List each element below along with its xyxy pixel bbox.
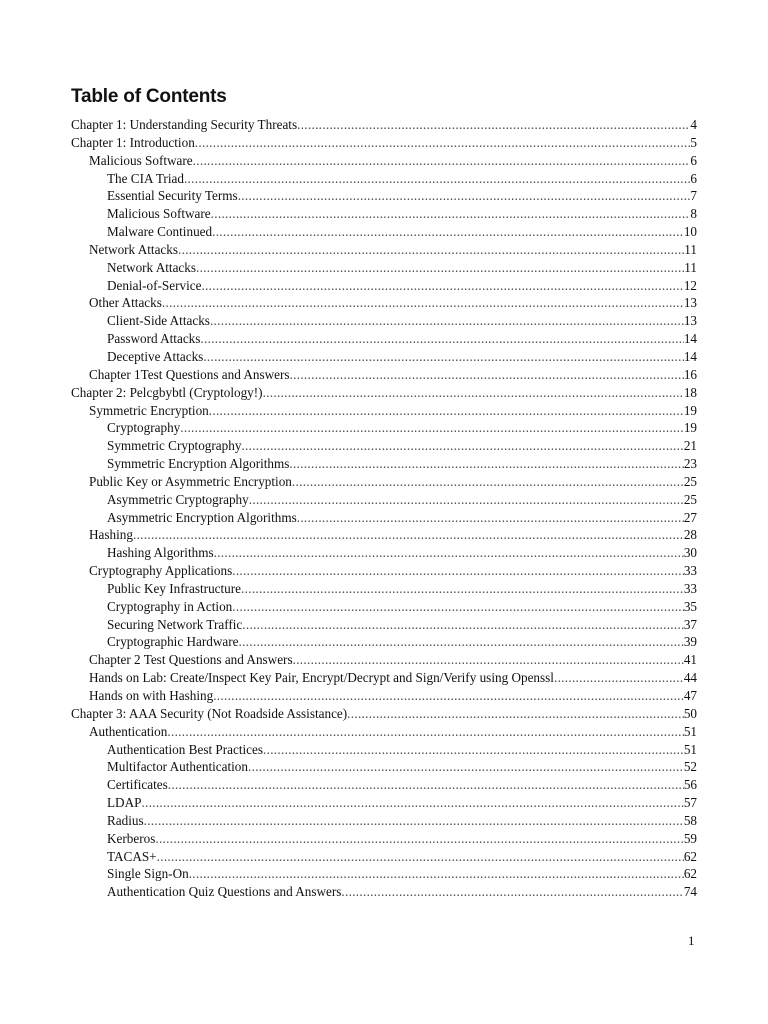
dot-leader	[133, 526, 684, 544]
toc-entry-page: 47	[683, 688, 697, 703]
dot-leader	[289, 455, 683, 473]
toc-entry[interactable]	[71, 491, 697, 509]
toc-entry[interactable]	[71, 883, 697, 901]
toc-entry-page: 6	[690, 152, 697, 168]
toc-entry-title: Network Attacks	[107, 259, 196, 275]
toc-entry-title: Hashing Algorithms	[107, 545, 214, 561]
toc-entry-title: Essential Security Terms	[107, 188, 238, 204]
toc-entry-title: Chapter 1: Understanding Security Threats	[71, 117, 298, 132]
toc-entry[interactable]	[71, 776, 697, 794]
toc-entry-title: Kerberos	[107, 830, 156, 846]
toc-entry-title: Cryptography Applications	[89, 563, 233, 579]
dot-leader	[168, 776, 684, 794]
toc-entry-title: TACAS+	[107, 848, 157, 864]
dot-leader	[238, 187, 691, 205]
toc-entry-page: 25	[683, 491, 697, 507]
toc-entry[interactable]	[71, 312, 697, 330]
toc-entry-title: Client-Side Attacks	[107, 313, 210, 329]
dot-leader	[238, 633, 683, 651]
toc-entry-page: 13	[683, 295, 697, 311]
toc-entry-page: 27	[683, 509, 697, 525]
toc-entry[interactable]	[71, 205, 697, 223]
toc-entry-title: Deceptive Attacks	[107, 348, 204, 364]
toc-entry-title: Chapter 2: Pelcgbybtl (Cryptology!)	[71, 384, 263, 400]
toc-entry-title: Other Attacks	[89, 295, 162, 311]
toc-entry-page: 57	[683, 795, 697, 811]
dot-leader	[141, 794, 683, 812]
toc-entry-title: Public Key Infrastructure	[107, 580, 242, 596]
toc-entry[interactable]	[71, 651, 697, 669]
dot-leader	[203, 348, 684, 366]
toc-entry[interactable]	[71, 509, 697, 527]
toc-entry-title: Authentication	[89, 723, 168, 739]
toc-entry-page: 39	[683, 634, 697, 650]
toc-entry-page: 4	[690, 117, 697, 132]
dot-leader	[155, 830, 683, 848]
toc-entry[interactable]	[71, 277, 697, 295]
dot-leader	[290, 366, 684, 384]
toc-entry-title: Malicious Software	[107, 206, 211, 222]
toc-entry-title: Radius	[107, 812, 144, 828]
dot-leader	[157, 848, 684, 866]
toc-entry[interactable]	[71, 562, 697, 580]
dot-leader	[241, 580, 684, 598]
dot-leader	[232, 598, 684, 616]
dot-leader	[211, 205, 691, 223]
toc-entry[interactable]	[71, 544, 697, 562]
toc-entry-title: Chapter 1Test Questions and Answers	[89, 366, 290, 382]
toc-entry-title: Denial-of-Service	[107, 277, 202, 293]
toc-entry-page: 12	[683, 277, 697, 293]
toc-entry-title: Single Sign-On	[107, 866, 189, 882]
toc-entry-page: 37	[683, 616, 697, 632]
toc-entry[interactable]	[71, 669, 697, 687]
toc-entry-page: 10	[683, 224, 697, 240]
toc-entry[interactable]	[71, 526, 697, 544]
toc-entry-title: Multifactor Authentication	[107, 759, 248, 775]
dot-leader	[263, 741, 684, 759]
toc-entry-title: Securing Network Traffic	[107, 616, 243, 632]
toc-entry-title: Authentication Quiz Questions and Answers	[107, 884, 342, 900]
toc-entry-page: 33	[683, 563, 697, 579]
dot-leader	[341, 883, 683, 901]
dot-leader	[554, 669, 684, 687]
toc-entry-page: 21	[683, 438, 697, 454]
toc-entry[interactable]	[71, 437, 697, 455]
toc-entry[interactable]	[71, 294, 697, 312]
toc-entry-title: Password Attacks	[107, 331, 201, 347]
toc-entry-page: 14	[683, 331, 697, 347]
document-page	[71, 86, 697, 901]
toc-entry-page: 33	[683, 580, 697, 596]
toc-entry-page: 11	[684, 259, 697, 275]
toc-entry-page: 74	[683, 884, 697, 900]
toc-entry[interactable]	[71, 473, 697, 491]
dot-leader	[241, 437, 683, 455]
dot-leader	[242, 616, 684, 634]
toc-entry[interactable]	[71, 616, 697, 634]
toc-entry-title: Cryptography	[107, 420, 181, 436]
toc-entry-page: 52	[683, 759, 697, 775]
toc-entry-page: 59	[683, 830, 697, 846]
page-title: Table of Contents	[71, 86, 227, 107]
toc-entry-title: Asymmetric Cryptography	[107, 491, 249, 507]
toc-entry-page: 35	[683, 598, 697, 614]
toc-entry-page: 6	[690, 170, 697, 186]
toc-entry[interactable]	[71, 384, 697, 402]
toc-entry-page: 8	[690, 206, 697, 222]
toc-entry[interactable]	[71, 580, 697, 598]
dot-leader	[263, 384, 684, 402]
dot-leader	[144, 812, 684, 830]
dot-leader	[196, 259, 684, 277]
toc-entry-title: Public Key or Asymmetric Encryption	[89, 473, 292, 489]
toc-entry-title: Chapter 3: AAA Security (Not Roadside Assistance)	[71, 705, 348, 721]
toc-entry-title: Hands on Lab: Create/Inspect Key Pair, Encrypt/Decrypt and Sign/Verify using Openssl	[89, 670, 554, 686]
toc-entry-title: Symmetric Cryptography	[107, 438, 242, 454]
toc-entry[interactable]	[71, 633, 697, 651]
toc-entry-page: 19	[683, 420, 697, 436]
toc-entry[interactable]	[71, 794, 697, 812]
toc-entry[interactable]	[71, 598, 697, 616]
dot-leader	[347, 705, 684, 723]
toc-entry-page: 23	[683, 456, 697, 472]
toc-list	[71, 116, 697, 901]
dot-leader	[210, 312, 684, 330]
dot-leader	[292, 473, 684, 491]
toc-entry[interactable]	[71, 402, 697, 420]
dot-leader	[201, 277, 683, 295]
dot-leader	[193, 152, 691, 170]
toc-entry-page: 13	[683, 313, 697, 329]
dot-leader	[297, 116, 690, 134]
dot-leader	[232, 562, 684, 580]
dot-leader	[189, 865, 684, 883]
dot-leader	[195, 134, 691, 152]
toc-entry-title: Symmetric Encryption	[89, 402, 209, 418]
toc-entry-title: The CIA Triad	[107, 170, 184, 186]
toc-entry-page: 18	[683, 384, 697, 400]
toc-entry[interactable]	[71, 848, 697, 866]
toc-entry[interactable]	[71, 723, 697, 741]
toc-entry-page: 19	[683, 402, 697, 418]
dot-leader	[167, 723, 683, 741]
toc-entry-title: Asymmetric Encryption Algorithms	[107, 509, 297, 525]
toc-entry[interactable]	[71, 223, 697, 241]
toc-entry-page: 11	[684, 241, 697, 257]
toc-entry-page: 25	[683, 473, 697, 489]
toc-entry[interactable]	[71, 241, 697, 259]
toc-entry[interactable]	[71, 865, 697, 883]
toc-entry-title: Symmetric Encryption Algorithms	[107, 456, 290, 472]
toc-entry-title: Malware Continued	[107, 224, 213, 240]
toc-entry-title: Authentication Best Practices	[107, 741, 264, 757]
toc-entry-page: 41	[683, 652, 697, 668]
toc-entry-page: 7	[690, 188, 697, 204]
toc-entry[interactable]	[71, 687, 697, 705]
toc-entry-title: Cryptography in Action	[107, 598, 233, 614]
toc-entry-page: 58	[683, 812, 697, 828]
page-number: 1	[688, 933, 695, 948]
toc-entry[interactable]	[71, 366, 697, 384]
toc-entry-title: Cryptographic Hardware	[107, 634, 239, 650]
toc-entry-page: 14	[683, 348, 697, 364]
toc-entry-title: Chapter 1: Introduction	[71, 134, 195, 150]
toc-entry[interactable]	[71, 134, 697, 152]
toc-entry-title: Malicious Software	[89, 152, 193, 168]
toc-entry[interactable]	[71, 455, 697, 473]
dot-leader	[209, 402, 684, 420]
toc-entry-page: 44	[683, 670, 697, 686]
toc-entry-page: 30	[683, 545, 697, 561]
toc-entry[interactable]	[71, 830, 697, 848]
toc-entry-page: 51	[683, 723, 697, 739]
toc-entry[interactable]	[71, 330, 697, 348]
toc-entry[interactable]	[71, 705, 697, 723]
toc-entry-title: Chapter 2 Test Questions and Answers	[89, 652, 293, 668]
toc-entry[interactable]	[71, 758, 697, 776]
toc-entry-page: 62	[683, 866, 697, 882]
toc-entry-title: Hashing	[89, 527, 133, 543]
toc-entry-page: 62	[683, 848, 697, 864]
dot-leader	[162, 294, 684, 312]
toc-entry[interactable]	[71, 741, 697, 759]
toc-entry-page: 56	[683, 777, 697, 793]
toc-entry-title: Certificates	[107, 777, 168, 793]
dot-leader	[293, 651, 684, 669]
dot-leader	[184, 170, 690, 188]
toc-entry[interactable]	[71, 812, 697, 830]
toc-entry[interactable]	[71, 152, 697, 170]
toc-entry[interactable]	[71, 187, 697, 205]
toc-entry[interactable]	[71, 419, 697, 437]
toc-entry[interactable]	[71, 348, 697, 366]
dot-leader	[178, 241, 684, 259]
toc-entry-title: LDAP	[107, 795, 142, 811]
toc-entry-page: 5	[690, 134, 697, 150]
dot-leader	[213, 687, 684, 705]
toc-entry-page: 16	[683, 366, 697, 382]
dot-leader	[200, 330, 683, 348]
dot-leader	[212, 223, 684, 241]
toc-entry[interactable]	[71, 259, 697, 277]
toc-entry[interactable]	[71, 116, 697, 134]
toc-entry-title: Hands on with Hashing	[89, 688, 214, 703]
dot-leader	[214, 544, 684, 562]
toc-entry[interactable]	[71, 170, 697, 188]
toc-entry-page: 51	[683, 741, 697, 757]
toc-entry-title: Network Attacks	[89, 241, 178, 257]
toc-entry-page: 50	[683, 705, 697, 721]
toc-entry-page: 28	[683, 527, 697, 543]
dot-leader	[180, 419, 684, 437]
dot-leader	[248, 758, 684, 776]
dot-leader	[297, 509, 684, 527]
dot-leader	[249, 491, 684, 509]
